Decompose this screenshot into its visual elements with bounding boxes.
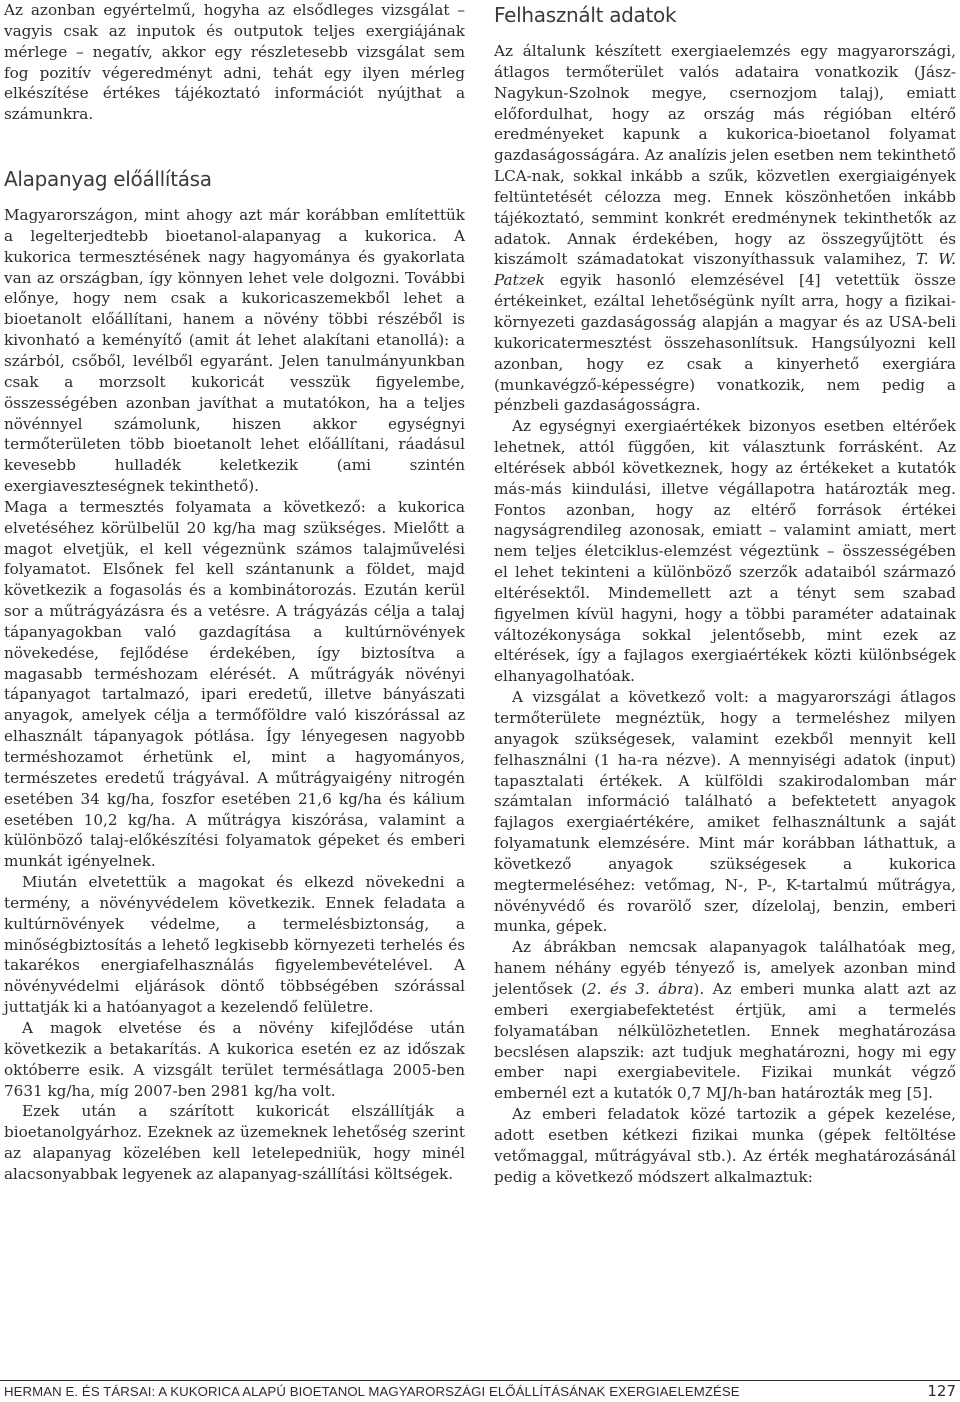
paragraph: A magok elvetése és a növény kifejlődése után következik a betakarítás. A kukorica esetén ez az időszak októberre esik. A vizsgált terület termésátlaga 2005-ben 7631 kg/ha, míg 2007-ben 2981 kg/ha volt. <box>4 1018 465 1100</box>
paragraph <box>494 41 956 416</box>
section-heading-alapanyag: Alapanyag előállítása <box>4 167 212 192</box>
paragraph <box>494 937 956 1104</box>
text-run: egyik hasonló elemzésével [4] vetettük össze értékeinket, ezáltal lehetőségünk nyílt arra, hogy a fizikai-környezeti gazdaságosság alapján a magyar és az USA-beli kukoricatermesztést összehasonlítsuk. Hangsúlyozni kell azonban, hogy ez csak a kinyerhető exergiára (munkavégző-képességre) vonatkozik, nem pedig a pénzbeli gazdaságosságra. <box>494 271 956 415</box>
paragraph: Miután elvetettük a magokat és elkezd növekedni a termény, a növényvédelem következik. Ennek feladata a kultúrnövények védelme, a termelésbiztonság, a minőségbiztosítás a lehető legkisebb környezeti terhelés és takarékos energiafelhasználás figyelembevételével. A növényvédelmi eljárások döntő többségében szórással juttatják ki a hatóanyagot a kezelendő felületre. <box>4 873 465 1017</box>
paragraph: Ezek után a szárított kukoricát elszállítják a bioetanolgyárhoz. Ezeknek az üzemeknek lehetőség szerint az alapanyag közelében kell letelepedniük, hogy minél alacsonyabbak legyenek az alapanyag-szállítási költségek. <box>4 1102 465 1183</box>
paragraph-intro: Az azonban egyértelmű, hogyha az elsődleges vizsgálat – vagyis csak az inputok és outputok teljes exergiájának mérlege – negatív, akkor egy részletesebb vizsgálat sem fog pozitív végeredményt adni, tehát egy ilyen mérleg elkészítése értékes tájékoztató információt nyújthat a számunkra. <box>4 1 465 124</box>
running-footer-title: HERMAN E. ÉS TÁRSAI: A KUKORICA ALAPÚ BIOETANOL MAGYARORSZÁGI ELŐÁLLÍTÁSÁNAK EXERGIAELEMZÉSE <box>4 1384 740 1399</box>
paragraph: A vizsgálat a következő volt: a magyarországi átlagos termőterülete megnéztük, hogy a termeléshez milyen anyagok szükségesek, valamint ezekből mennyit kell felhasználni (1 ha-ra nézve). A mennyiségi adatok (input) tapasztalati értékek. A külföldi szakirodalomban már számtalan információ található a befektetett anyagok fajlagos exergiaértékére, amiket felhasználtunk a saját folyamatunk elemzésére. Mint már korábban láthattuk, a következő anyagok szükségesek a kukorica megtermeléséhez: vetőmag, N-, P-, K-tartalmú műtrágya, növényvédő és rovarölő szer, dízelolaj, benzin, emberi munka, gépek. <box>494 688 956 936</box>
footer-divider <box>0 1380 960 1381</box>
figure-reference: 2. és 3. ábra <box>587 979 694 998</box>
paragraph: Maga a termesztés folyamata a következő: a kukorica elvetéséhez körülbelül 20 kg/ha mag szükséges. Mielőtt a magot elvetjük, el kell végeznünk számos talajművelési folyamatot. Elsőnek fel kell szántanunk a földet, majd következik a fogasolás és a kombinátorozás. Ezután kerül sor a műtrágyázásra és a vetésre. A trágyázás célja a talaj tápanyagokban való gazdagítása a kultúrnövények növekedése, fejlődése érdekében, így biztosítva a magasabb terméshozam elérését. A műtrágyák növényi tápanyagot tartalmazó, ipari eredetű, illetve bányászati anyagok, amelyek célja a termőföldre való kiszórással az elhasznált tápanyagok pótlása. Így lényegesen nagyobb terméshozamot érhetünk el, mint a hagyományos, természetes eredetű trágyával. A műtrágyaigény nitrogén esetében 34 kg/ha, foszfor esetében 21,6 kg/ha és kálium esetében 10,2 kg/ha. A műtrágya kiszórása, valamint a különböző talaj-előkészítési folyamatok gépeket és emberi munkát igényelnek. <box>4 497 465 871</box>
left-column <box>4 0 465 1185</box>
section-heading-felhasznalt-adatok: Felhasznált adatok <box>494 3 677 27</box>
text-run: Az ábrákban nemcsak alapanyagok találhatóak meg, hanem néhány egyéb tényező is, amelyek azonban mind jelentősek ( <box>494 938 956 998</box>
page-number: 127 <box>927 1382 956 1400</box>
paragraph: Magyarországon, mint ahogy azt már korábban említettük a legelterjedtebb bioetanol-alapanyag a kukorica. A kukorica termesztésének nagy hagyománya és gyakorlata van az országban, így könnyen lehet vele dolgozni. További előnye, hogy nem csak a kukoricaszemekből lehet a bioetanolt előállítani, hanem a növény többi részéből is kivonható a keményítő (amit át lehet alakítani etanollá): a szárból, csőből, levélből egyaránt. Jelen tanulmányunkban csak a morzsolt kukoricát vesszük figyelembe, összességében azonban javíthat a mutatókon, ha a teljes növénnyel számolunk, hiszen akkor egységnyi termőterületen több bioetanolt lehet előállítani, ráadásul kevesebb hulladék keletkezik (ami szintén exergiaveszteségnek tekinthető). <box>4 206 465 496</box>
paragraph: Az egységnyi exergiaértékek bizonyos esetben eltérőek lehetnek, attól függően, kit választunk forrásként. Az eltérések abból következnek, hogy az értékeket a kutatók más-más kiindulási, illetve végállapotra határozták meg. Fontos azonban, hogy az eltérő források értékei nagyságrendileg azonosak, emiatt – valamint amiatt, mert nem teljes életciklus-elemzést végeztünk – összességében el lehet tekinteni a különböző szerzők adataiból származó eltérésektől. Mindemellett azt a tényt sem szabad figyelmen kívül hagyni, hogy a többi paraméter adatainak változékonysága sokkal jelentősebb, mint ezek az eltérések, így a fajlagos exergiaértékek közti különbségek elhanyagolhatóak. <box>494 417 956 686</box>
text-run: ). Az emberi munka alatt azt az emberi exergiabefektetést értjük, ami a termelés folyamatában nélkülözhetetlen. Ennek meghatározása becslésen alapszik: azt tudjuk meghatározni, hogy mi egy ember napi exergiabevitele. Fizikai munkát végző embernél ezt a kutatók 0,7 MJ/h-ban határozták meg [5]. <box>494 979 956 1103</box>
text-run: Az általunk készített exergiaelemzés egy magyarországi, átlagos termőterület valós adataira vonatkozik (Jász-Nagykun-Szolnok megye, csernozjom talaj), emiatt előfordulhat, hogy az ország más régióban eltérő eredményeket kapunk a kukorica-bioetanol folyamat gazdaságosságára. Az analízis jelen esetben nem tekinthető LCA-nak, sokkal inkább a szűk, közvetlen exergiaigények feltüntetését célozza meg. Ennek köszönhetően inkább tájékoztató, semmint konkrét eredménynek tekinthetők az adatok. Annak érdekében, hogy az összegyűjtött és kiszámolt számadatokat viszonyíthassuk valamihez, <box>494 42 956 269</box>
right-column <box>494 0 956 1187</box>
author-name: T. W. Patzek <box>494 250 956 290</box>
paragraph: Az emberi feladatok közé tartozik a gépek kezelése, adott esetben kétkezi fizikai munka (gépek feltöltése vetőmaggal, műtrágyával stb.). Az érték meghatározásánál pedig a következő módszert alkalmaztuk: <box>494 1105 956 1186</box>
